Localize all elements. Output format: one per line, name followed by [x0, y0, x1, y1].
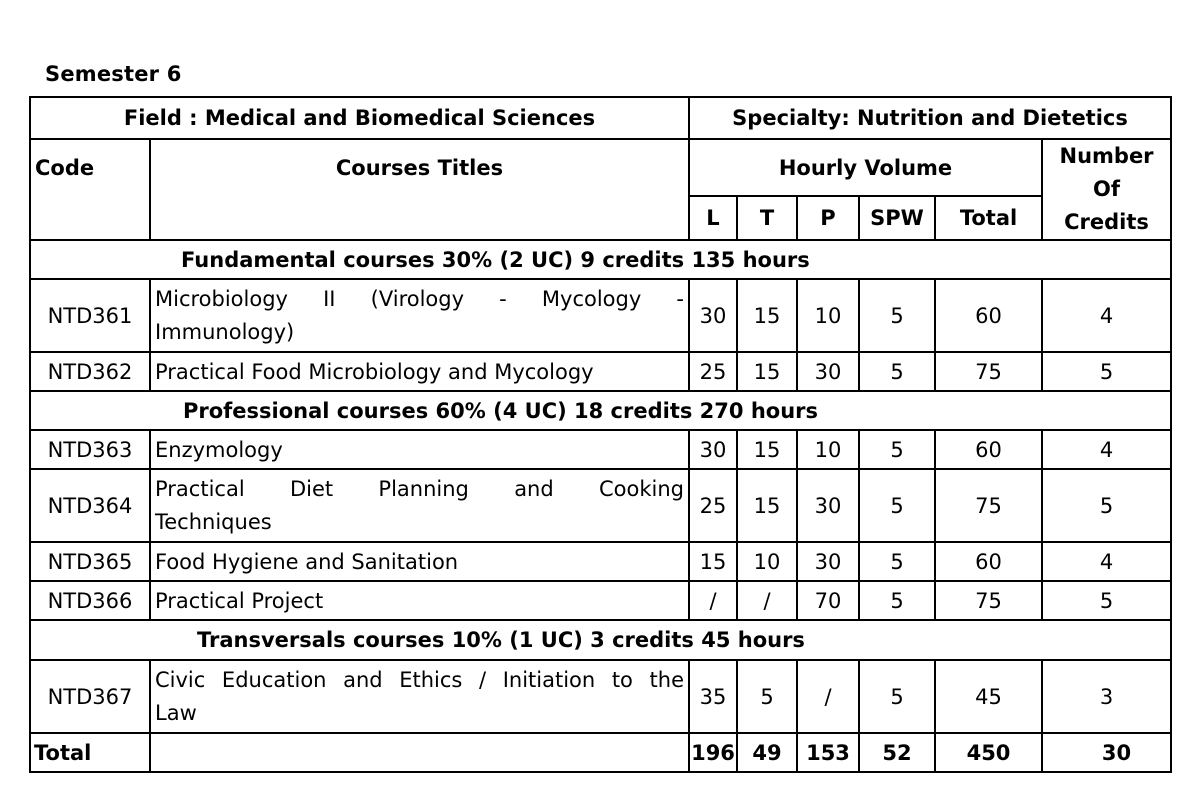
hours-L: /	[689, 581, 737, 620]
hours-L: 15	[689, 542, 737, 581]
course-title-line1: Microbiology II (Virology - Mycology -	[155, 286, 684, 311]
hours-T: 5	[737, 660, 797, 733]
credits: 5	[1042, 469, 1171, 542]
specialty-header: Specialty: Nutrition and Dietetics	[689, 97, 1171, 139]
credits: 5	[1042, 352, 1171, 391]
hours-L: 30	[689, 279, 737, 352]
credits-header	[1042, 139, 1171, 240]
table-row	[30, 581, 1171, 620]
hours-total: 45	[935, 660, 1042, 733]
hours-P: 30	[797, 352, 859, 391]
total-empty-cell	[150, 733, 689, 772]
course-code: NTD363	[30, 430, 150, 469]
hourly-volume-header: Hourly Volume	[689, 139, 1042, 196]
course-title-line2: Law	[155, 700, 197, 725]
course-title: Practical Project	[150, 581, 689, 620]
hours-T: 10	[737, 542, 797, 581]
hours-T: 15	[737, 469, 797, 542]
hours-SPW: 5	[859, 581, 935, 620]
table-row	[30, 352, 1171, 391]
hours-SPW: 5	[859, 279, 935, 352]
hours-SPW: 5	[859, 430, 935, 469]
sub-header-SPW: SPW	[859, 196, 935, 240]
course-code: NTD362	[30, 352, 150, 391]
table-row	[30, 279, 1171, 352]
course-code: NTD361	[30, 279, 150, 352]
hours-SPW: 5	[859, 352, 935, 391]
course-title	[150, 469, 689, 542]
hours-P: 30	[797, 469, 859, 542]
header-row-columns	[30, 139, 1171, 196]
hours-T: 15	[737, 279, 797, 352]
course-title-line2: Techniques	[155, 509, 272, 534]
hours-total: 75	[935, 469, 1042, 542]
total-L: 196	[689, 733, 737, 772]
total-P: 153	[797, 733, 859, 772]
hours-P: 10	[797, 279, 859, 352]
course-title	[150, 660, 689, 733]
course-title-line2: Immunology)	[155, 319, 295, 344]
table-row	[30, 469, 1171, 542]
total-hours: 450	[935, 733, 1042, 772]
hours-L: 35	[689, 660, 737, 733]
section-title-fundamental: Fundamental courses 30% (2 UC) 9 credits 135 hours	[30, 240, 1171, 279]
hours-total: 60	[935, 279, 1042, 352]
section-row	[30, 240, 1171, 279]
credits: 4	[1042, 430, 1171, 469]
course-table	[29, 96, 1172, 773]
hours-L: 25	[689, 352, 737, 391]
credits: 3	[1042, 660, 1171, 733]
sub-header-total: Total	[935, 196, 1042, 240]
table-row	[30, 542, 1171, 581]
hours-total: 60	[935, 430, 1042, 469]
sub-header-T: T	[737, 196, 797, 240]
credits: 4	[1042, 542, 1171, 581]
credits: 5	[1042, 581, 1171, 620]
hours-P: 30	[797, 542, 859, 581]
semester-title: Semester 6	[45, 62, 182, 86]
hours-total: 60	[935, 542, 1042, 581]
total-row	[30, 733, 1171, 772]
course-title: Enzymology	[150, 430, 689, 469]
credits-header-line1: Number	[1059, 144, 1154, 168]
hours-P: 70	[797, 581, 859, 620]
course-title: Food Hygiene and Sanitation	[150, 542, 689, 581]
total-credits: 30	[1042, 733, 1171, 772]
credits: 4	[1042, 279, 1171, 352]
course-title: Practical Food Microbiology and Mycology	[150, 352, 689, 391]
field-header: Field : Medical and Biomedical Sciences	[30, 97, 689, 139]
table-row	[30, 660, 1171, 733]
section-title-professional: Professional courses 60% (4 UC) 18 credits 270 hours	[30, 391, 1171, 430]
hours-P: /	[797, 660, 859, 733]
section-row	[30, 620, 1171, 660]
hours-P: 10	[797, 430, 859, 469]
table-row	[30, 430, 1171, 469]
section-title-transversal: Transversals courses 10% (1 UC) 3 credits 45 hours	[30, 620, 1171, 660]
header-row-field	[30, 97, 1171, 139]
hours-T: 15	[737, 352, 797, 391]
total-T: 49	[737, 733, 797, 772]
course-code: NTD367	[30, 660, 150, 733]
hours-total: 75	[935, 581, 1042, 620]
hours-L: 25	[689, 469, 737, 542]
code-header: Code	[30, 139, 150, 240]
course-code: NTD364	[30, 469, 150, 542]
course-title-line1: Civic Education and Ethics / Initiation to the	[155, 667, 684, 692]
sub-header-P: P	[797, 196, 859, 240]
courses-titles-header: Courses Titles	[150, 139, 689, 240]
hours-T: /	[737, 581, 797, 620]
course-title	[150, 279, 689, 352]
hours-total: 75	[935, 352, 1042, 391]
hours-SPW: 5	[859, 660, 935, 733]
course-code: NTD365	[30, 542, 150, 581]
course-code: NTD366	[30, 581, 150, 620]
credits-header-line2: Of Credits	[1064, 177, 1149, 234]
hours-SPW: 5	[859, 469, 935, 542]
section-row	[30, 391, 1171, 430]
hours-T: 15	[737, 430, 797, 469]
sub-header-L: L	[689, 196, 737, 240]
hours-SPW: 5	[859, 542, 935, 581]
total-label: Total	[30, 733, 150, 772]
hours-L: 30	[689, 430, 737, 469]
total-SPW: 52	[859, 733, 935, 772]
course-title-line1: Practical Diet Planning and Cooking	[155, 476, 684, 501]
